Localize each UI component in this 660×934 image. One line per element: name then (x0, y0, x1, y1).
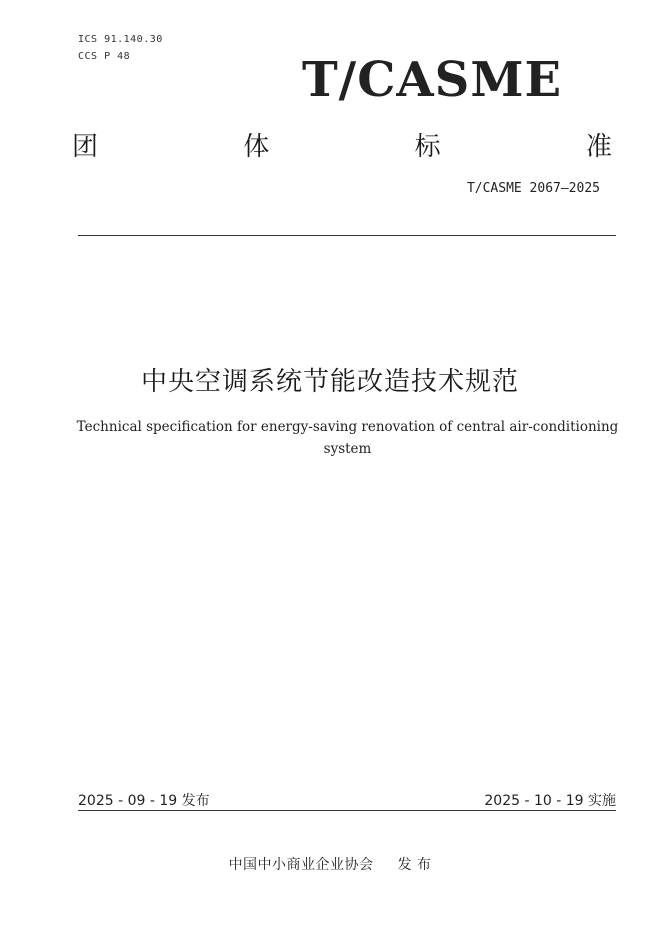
document-title-english (60, 416, 635, 460)
implementation-date: 2025 - 10 - 19 实施 (484, 793, 616, 809)
standard-type-char: 体 (243, 132, 270, 162)
publisher-action: 发 布 (397, 857, 432, 873)
title-english-line: Technical specification for energy-saving renovation of central air-conditioning (76, 419, 619, 435)
title-english-line: system (323, 441, 372, 457)
issue-date: 2025 - 09 - 19 发布 (78, 793, 210, 809)
top-divider (78, 235, 616, 236)
brand-logo-text: T/CASME (301, 52, 563, 108)
standard-type-char: 标 (414, 132, 441, 162)
document-title-chinese: 中央空调系统节能改造技术规范 (140, 367, 519, 397)
standard-code: T/CASME 2067—2025 (466, 181, 600, 196)
ics-code: ICS 91.140.30 (78, 34, 163, 45)
standard-type (72, 126, 612, 163)
standard-type-char: 准 (585, 132, 612, 162)
publisher-name: 中国中小商业企业协会 (228, 857, 374, 873)
classification-block (78, 31, 163, 65)
publisher-line (0, 854, 660, 874)
bottom-divider (78, 810, 616, 811)
standard-type-char: 团 (72, 132, 99, 162)
ccs-code: CCS P 48 (78, 51, 131, 62)
